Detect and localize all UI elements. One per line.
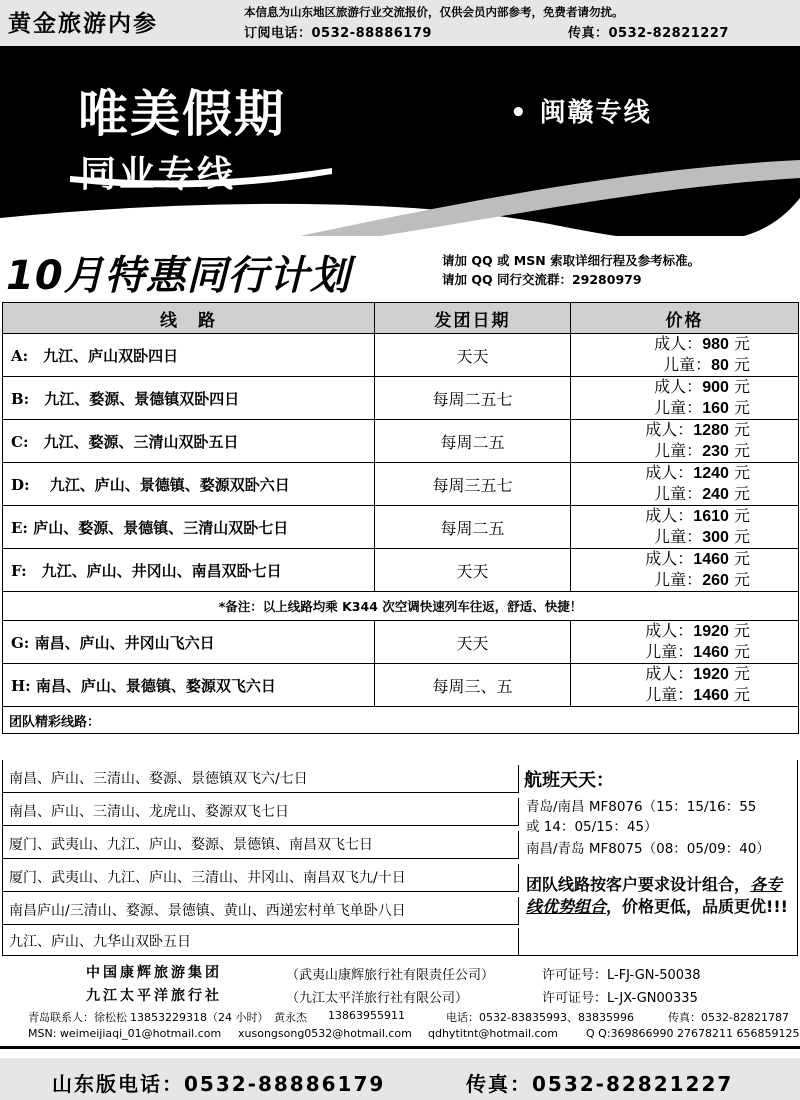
route-cell: F: 九江、庐山、井冈山、南昌双卧七日: [3, 549, 375, 592]
unit: 元: [733, 570, 750, 589]
contact-person-2: 黄永杰: [274, 1011, 307, 1024]
table-row: [3, 334, 799, 377]
date-cell: 每周三五七: [375, 463, 571, 506]
flight-line-2: 或 14：05/15：45）: [526, 819, 658, 835]
adult-label: 成人：: [645, 664, 694, 683]
flight-line-3: 南昌/青岛 MF8075（08：05/09：40）: [526, 841, 770, 857]
table-row: [3, 377, 799, 420]
contact-phone-2: 13863955911: [328, 1009, 405, 1022]
banner-subtitle: 同业专线: [80, 154, 237, 195]
price-cell: [571, 463, 799, 506]
msn-2: xusongsong0532@hotmail.com: [238, 1027, 412, 1040]
list-item: 厦门、武夷山、九江、庐山、婺源、景德镇、南昌双飞七日: [3, 831, 519, 859]
child-price: 230: [702, 443, 729, 460]
list-item: 九江、庐山、九华山双卧五日: [3, 928, 519, 956]
order-phone: 订阅电话：0532-88886179: [244, 26, 432, 41]
license-2: 许可证号：L-JX-GN00335: [542, 991, 698, 1006]
col-header-date: 发团日期: [375, 303, 571, 334]
adult-label: 成人：: [645, 463, 694, 482]
adult-price: 1240: [693, 465, 729, 482]
table-row: [3, 506, 799, 549]
adult-price: 1610: [693, 508, 729, 525]
adult-label: 成人：: [645, 621, 694, 640]
adult-price: 1460: [693, 551, 729, 568]
child-label: 儿童：: [654, 527, 703, 546]
note-row: [3, 592, 799, 621]
adult-price: 1920: [693, 623, 729, 640]
brand-title: 黄金旅游内参: [8, 11, 158, 37]
price-cell: [571, 420, 799, 463]
date-cell: 每周三、五: [375, 664, 571, 707]
child-price: 240: [702, 486, 729, 503]
flight-title: 航班天天：: [524, 770, 614, 791]
child-price: 1460: [693, 687, 729, 704]
unit: 元: [733, 527, 750, 546]
unit: 元: [733, 334, 750, 353]
table-row: [3, 549, 799, 592]
adult-label: 成人：: [654, 334, 703, 353]
license-1: 许可证号：L-FJ-GN-50038: [542, 968, 701, 983]
train-note: *备注：以上线路均乘 K344 次空调快速列车往返，舒适、快捷！: [3, 592, 799, 621]
adult-price: 900: [702, 379, 729, 396]
route-cell: B: 九江、婺源、景德镇双卧四日: [3, 377, 375, 420]
unit: 元: [733, 685, 750, 704]
contact-tel: 电话：0532-83835993、83835996: [446, 1011, 634, 1024]
table-row: [3, 621, 799, 664]
company-2-fullname: （九江太平洋旅行社有限公司）: [286, 991, 469, 1006]
msn-1: MSN: weimeijiaqi_01@hotmail.com: [28, 1027, 222, 1040]
date-cell: 天天: [375, 549, 571, 592]
price-cell: [571, 334, 799, 377]
unit: 元: [733, 642, 750, 661]
route-cell: A: 九江、庐山双卧四日: [3, 334, 375, 377]
unit: 元: [733, 621, 750, 640]
child-label: 儿童：: [645, 642, 694, 661]
col-header-price: 价格: [571, 303, 799, 334]
contact-fax: 传真：0532-82821787: [668, 1011, 789, 1024]
child-label: 儿童：: [654, 484, 703, 503]
unit: 元: [733, 420, 750, 439]
col-header-route: 线 路: [3, 303, 375, 334]
price-cell: [571, 377, 799, 420]
adult-label: 成人：: [645, 420, 694, 439]
list-item: 南昌、庐山、三清山、婺源、景德镇双飞六/七日: [3, 765, 519, 793]
child-label: 儿童：: [663, 355, 712, 374]
list-item: 厦门、武夷山、九江、庐山、三清山、井冈山、南昌双飞九/十日: [3, 864, 519, 892]
date-cell: 天天: [375, 334, 571, 377]
divider: [0, 1046, 800, 1049]
table-row: [3, 664, 799, 707]
flight-line-1: 青岛/南昌 MF8076（15：15/16：55: [526, 799, 757, 815]
price-cell: [571, 549, 799, 592]
contact-hint-2: 请加 QQ 同行交流群：29280979: [442, 272, 642, 287]
design-note-emphasis: 各专线优势组合: [526, 875, 783, 916]
company-2: 九江太平洋旅行社: [86, 988, 222, 1004]
price-table: [2, 302, 799, 734]
child-price: 160: [702, 400, 729, 417]
unit: 元: [733, 398, 750, 417]
child-price: 300: [702, 529, 729, 546]
child-label: 儿童：: [654, 570, 703, 589]
unit: 元: [733, 441, 750, 460]
route-cell: D: 九江、庐山、景德镇、婺源双卧六日: [3, 463, 375, 506]
contact-hint-1: 请加 QQ 或 MSN 索取详细行程及参考标准。: [442, 253, 701, 268]
banner-title: 唯美假期: [78, 85, 286, 143]
unit: 元: [733, 506, 750, 525]
date-cell: 每周二五七: [375, 377, 571, 420]
list-item: 南昌、庐山、三清山、龙虎山、婺源双飞七日: [3, 798, 519, 826]
adult-label: 成人：: [654, 377, 703, 396]
bottom-phone: 山东版电话：0532-88886179: [52, 1072, 386, 1096]
team-routes-heading: 团队精彩线路：: [3, 707, 799, 734]
route-cell: H: 南昌、庐山、景德镇、婺源双飞六日: [3, 664, 375, 707]
qq-numbers: Q Q:369866990 27678211 656859125: [586, 1027, 800, 1040]
adult-price: 1280: [693, 422, 729, 439]
price-cell: [571, 506, 799, 549]
adult-price: 980: [702, 336, 729, 353]
unit: 元: [733, 355, 750, 374]
child-price: 1460: [693, 644, 729, 661]
price-cell: [571, 664, 799, 707]
company-1-fullname: （武夷山康辉旅行社有限责任公司）: [286, 968, 495, 983]
unit: 元: [733, 377, 750, 396]
team-routes-area: [2, 760, 798, 956]
list-item: 南昌庐山/三清山、婺源、景德镇、黄山、西递宏村单飞单卧八日: [3, 897, 519, 925]
unit: 元: [733, 549, 750, 568]
child-price: 260: [702, 572, 729, 589]
route-cell: C: 九江、婺源、三清山双卧五日: [3, 420, 375, 463]
unit: 元: [733, 463, 750, 482]
top-fax: 传真：0532-82821227: [568, 26, 729, 41]
plan-heading: 10月特惠同行计划: [6, 253, 351, 299]
member-notice: 本信息为山东地区旅游行业交流报价，仅供会员内部参考，免费者请勿扰。: [244, 5, 624, 19]
table-row: [3, 420, 799, 463]
child-label: 儿童：: [645, 685, 694, 704]
adult-price: 1920: [693, 666, 729, 683]
msn-3: qdhytitnt@hotmail.com: [428, 1027, 558, 1040]
team-heading-row: [3, 707, 799, 734]
design-note: [526, 874, 794, 918]
route-cell: G: 南昌、庐山、井冈山飞六日: [3, 621, 375, 664]
date-cell: 天天: [375, 621, 571, 664]
adult-label: 成人：: [645, 549, 694, 568]
unit: 元: [733, 664, 750, 683]
price-cell: [571, 621, 799, 664]
route-line-name: • 闽赣专线: [510, 98, 652, 128]
route-cell: E: 庐山、婺源、景德镇、三清山双卧七日: [3, 506, 375, 549]
contact-phone-1: 13853229318（24 小时）: [130, 1011, 269, 1024]
company-1: 中国康辉旅游集团: [86, 965, 222, 981]
table-row: [3, 463, 799, 506]
date-cell: 每周二五: [375, 506, 571, 549]
design-note-suffix: ，价格更低，品质更优!!!: [606, 897, 788, 916]
date-cell: 每周二五: [375, 420, 571, 463]
bottom-fax: 传真：0532-82821227: [466, 1072, 734, 1096]
adult-label: 成人：: [645, 506, 694, 525]
child-label: 儿童：: [654, 398, 703, 417]
child-label: 儿童：: [654, 441, 703, 460]
contact-person: 青岛联系人：徐松松: [28, 1011, 127, 1024]
unit: 元: [733, 484, 750, 503]
child-price: 80: [711, 357, 729, 374]
design-note-prefix: 团队线路按客户要求设计组合，: [526, 875, 751, 894]
